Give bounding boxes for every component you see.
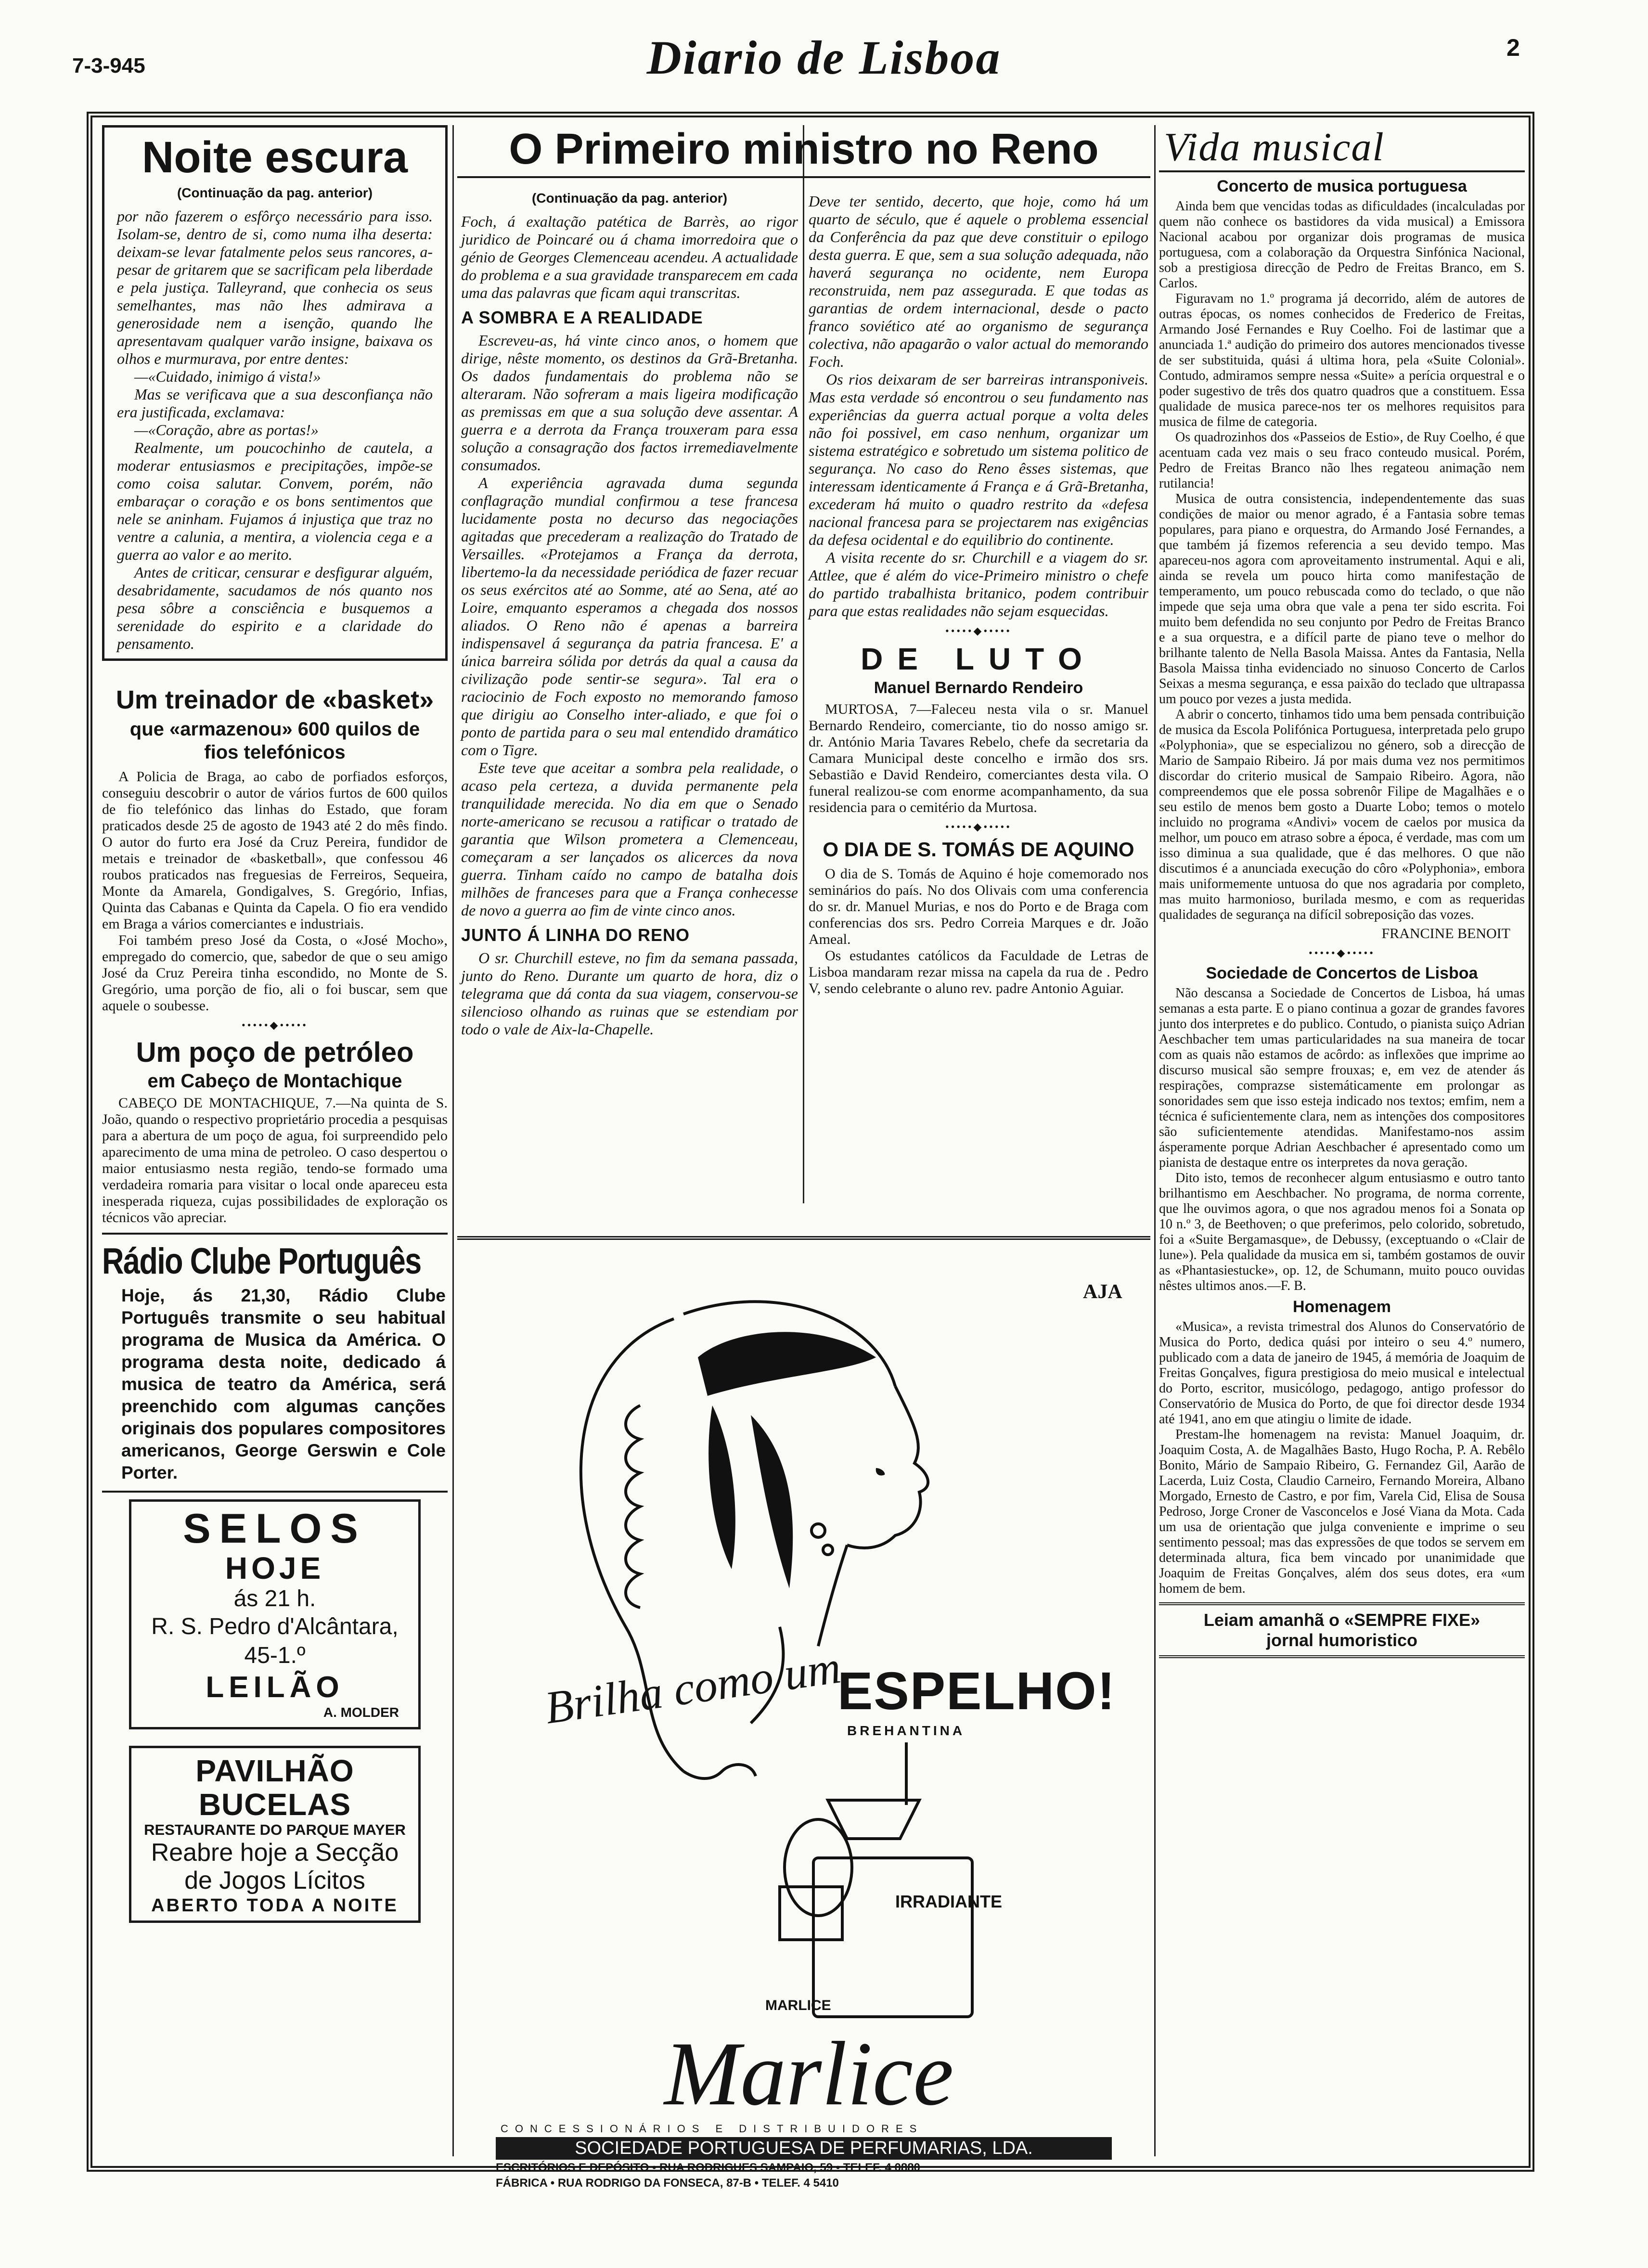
luto-text: MURTOSA, 7—Faleceu nesta vila o sr. Manuel Bernardo Rendeiro, comerciante, tio do nosso amigo sr. dr. António Maria Tavares Rebelo, chefe da secretaria da Camara Municipal deste concelho e irmão dos srs. Sebastião e David Rendeiro, comerciantes desta vila. O funeral realizou-se com enorme acompanhamento, da sua residencia para o cemitério da Murtosa. xyxy=(809,701,1148,815)
radio-clube-ad xyxy=(102,1241,448,1484)
basket-subtitle: que «armazenou» 600 quilos de fios telefónicos xyxy=(129,719,420,763)
reno-paragraph: O sr. Churchill esteve, no fim da semana passada, junto do Reno. Durante um quarto de hora, diz o telegrama que dá conta da sua viagem, conservou-se silencioso olhando as ruinas que se estendiam por todo o vale de Aix-la-Chapelle. xyxy=(461,949,798,1038)
artist-signature: AJA xyxy=(1083,1281,1122,1303)
selos-line: ás 21 h. xyxy=(233,1586,316,1611)
marlice-ad xyxy=(481,1261,1136,2152)
musica-paragraph: Musica de outra consistencia, independentemente das suas condições de maior ou menor agrado, é a Fantasia sobre temas populares, para piano e orquestra, do Armando José Fernandes, a que também já fizemos referencia a seu devido tempo. Mas apareceu-nos agora com aproveitamento instrumental. Aqui e ali, ainda se revela um pouco hirta como manifestação de temperamento, um pouco rebuscada como do teclado, o que não impede que seja uma obra que vale a pena ter sido escrita. Foi muito bem defendida no seu conjunto por Pedro de Freitas Branco e a sua orquestra, e a difícil parte de piano teve o melhor do brilhante talento de Nella Basola Maissa. Antes da Fantasia, Nella Basola Maissa tinha evidenciado no sinuoso Concerto de Carlos Seixas a mesma segurança, e essa paixão do teclado que ultrapassa um pouco por vezes a justa medida. xyxy=(1159,491,1525,707)
vida-musical-column xyxy=(1159,125,1525,1658)
selos-line: SELOS xyxy=(183,1506,367,1552)
reno-subheading: A SOMBRA E A REALIDADE xyxy=(461,308,703,327)
poco-paragraph: CABEÇO DE MONTACHIQUE, 7.—Na quinta de S. João, quando o respectivo proprietário procedia a pesquisas para a abertura de um poço de agua, foi surpreendido pelo aparecimento de uma mina de petroleo. O caso despertou o maior entusiasmo nesta região, tendo-se formado uma verdadeira romaria para visitar o local onde apareceu esta inesperada riqueza, cujas possibilidades de exploração os técnicos vão apreciar. xyxy=(102,1095,448,1225)
reno-paragraph: Os rios deixaram de ser barreiras intransponiveis. Mas esta verdade só encontrou o seu fundamento nas experiências da guerra actual porque a volta deles não foi possivel, em caso nenhum, organizar um sistema estratégico e sobretudo um sistema politico de segurança. No caso do Reno êsses sistemas, que interessam identicamente á França e á Grã-Bretanha, excederam há muito o quadro restrito da «defesa nacional francesa para se projectarem nas exigências da defesa ocidental e do equilibrio do continente. xyxy=(809,371,1148,548)
separator: •••••◆••••• xyxy=(945,821,1012,833)
reno-paragraph: A experiência agravada duma segunda conflagração mundial confirmou a tese francesa lucidamente posta no decurso das negociações agitadas que precederam a realização do Tratado de Versailles. «Protejamos a França da derrota, libertemo-la da necessidade periódica de fazer recuar os seus exércitos até ao Somme, até ao Sena, até ao Loire, emquanto esperamos a chegada dos nossos aliados. O Reno não é apenas a barreira indispensavel á segurança da patria francesa. E' a única barreira sólida por detrás da qual a causa da civilização pode sentir-se segura». Tal era o raciocinio de Foch exposto no memorando famoso que dirigiu ao Conselho inter-aliado, e que foi o ponto de partida para o seu mal entendido dramático com o Tigre. xyxy=(461,474,798,759)
pavilhao-line: Reabre hoje a Secção xyxy=(151,1839,399,1867)
noite-escura-article xyxy=(102,125,448,661)
marlice-address: ESCRITÓRIOS E DEPÓSITO • RUA RODRIGUES SAMPAIO, 59 • TELEF. 4 0880 xyxy=(496,2161,920,2174)
poco-article xyxy=(102,1036,448,1226)
marlice-slogan-1: Brilha como um xyxy=(541,1641,844,1734)
pavilhao-line: RESTAURANTE DO PARQUE MAYER xyxy=(144,1821,406,1838)
newspaper-title: Diario de Lisboa xyxy=(646,31,1002,84)
noite-continuation: (Continuação da pag. anterior) xyxy=(177,185,373,200)
reno-paragraph: Este teve que aceitar a sombra pela realidade, o acaso pela certeza, a duvida permanente pela tranquilidade merecida. No dia em que o Senado norte-americano se recusou a ratificar o tratado de garantia que Wilson prometera a Clemenceau, começaram a ser lançados os alicerces da nova guerra. Tinham caído no campo de batalha dois milhões de franceses para que a França conhecesse de novo a guerra ao fim de vinte cinco anos. xyxy=(461,759,798,919)
column-rule xyxy=(1154,125,1156,2156)
musica-paragraph: «Musica», a revista trimestral dos Alunos do Conservatório de Musica do Porto, dedica quási por inteiro o seu 4.º numero, publicado com a data de janeiro de 1945, á memória de Joaquim de Freitas Gonçalves, figura prestigiosa do meio musical e intelectual do Porto, escritor, musicólogo, pedagogo, antigo professor do Conservatório de Musica do Porto, de que foi director desde 1934 até 1941, ano em que atingiu o limite de idade. xyxy=(1159,1319,1525,1427)
pavilhao-ad xyxy=(129,1746,421,1923)
marlice-brand-small: BREHANTINA xyxy=(847,1723,966,1738)
bottle-label: IRRADIANTE xyxy=(895,1892,1002,1911)
musica-paragraph: Dito isto, temos de reconhecer algum entusiasmo e outro tanto brilhantismo em Aeschbacher. No programa, de norma corrente, que lhe ouvimos agora, o que nos agradou menos foi a Sonata op 10 n.º 3, de Beethoven; o que preferimos, pelo colorido, sobretudo, foi a «Suite Bergamasque», de Debussy, (exceptuando o «Clair de lune»). Pela qualidade da musica em si, também gostamos de ouvir as «Phantasiestucke», op. 12, de Schumann, muito pouco ouvidas nêstes ultimos anos.—F. B. xyxy=(1159,1171,1525,1293)
luto-subtitle: Manuel Bernardo Rendeiro xyxy=(874,679,1083,697)
poco-title: Um poço de petróleo xyxy=(136,1037,414,1068)
noite-paragraph: Antes de criticar, censurar e desfigurar alguém, desabridamente, sacudamos de nós quanto nos pesa sôbre a consciência e busquemos a serenidade do espirito e a claridade do pensamento. xyxy=(117,564,433,652)
left-column xyxy=(102,125,448,1923)
noite-paragraph: —«Coração, abre as portas!» xyxy=(134,421,319,438)
ad-divider xyxy=(457,1236,1150,1240)
musica-paragraph: Prestam-lhe homenagem na revista: Manuel Joaquim, dr. Joaquim Costa, A. de Magalhães Basto, Hugo Rocha, P. A. Rebêlo Bonito, Mário de Sampaio Ribeiro, G. Fernandez Gil, Aarão de Lacerda, Luiz Costa, Claudio Carneiro, Fernando Moreira, Albano Morgado, Ernesto de Castro, e por fim, Varela Cid, Elisa de Sousa Pedroso, Jorge Croner de Vasconcelos e José Viana da Mota. Cada um usa de orientação que julga conveniente e imprime o seu sentimento pessoal; mas das expressões de que todos se servem em determinada altura, fica bem vincado por unanimidade que Joaquim de Freitas Gonçalves, além dos seus dotes, era «um homem de bem. xyxy=(1159,1427,1525,1596)
musica-paragraph: Figuravam no 1.º programa já decorrido, além de autores de outras épocas, os nomes conhecidos de Frederico de Freitas, Armando José Fernandes e Ruy Coelho. Foi de lastimar que a anunciada 1.ª audição do primeiro dos autores mencionados tivesse de ser substituida, quási á ultima hora, pela «Suite Colonial». Contudo, admiramos sempre nessa «Suite» a perícia orquestral e o poder sugestivo de três dos quatro quadros que a constituem. Essa qualidade de musica parece-nos ter os melhores requisitos para musica de filme de categoria. xyxy=(1159,291,1525,429)
divider xyxy=(102,1491,448,1493)
musica-section-title: Sociedade de Concertos de Lisboa xyxy=(1206,964,1478,982)
reno-subheading: JUNTO Á LINHA DO RENO xyxy=(461,925,690,945)
radio-title: Rádio Clube Português xyxy=(102,1241,421,1282)
marlice-slogan-2: ESPELHO! xyxy=(837,1662,1116,1721)
tomas-paragraph: Os estudantes católicos da Faculdade de Letras de Lisboa mandaram rezar missa na capela da rua de . Pedro V, sendo celebrante o aluno rev. padre Antonio Aguiar. xyxy=(809,948,1148,996)
musica-paragraph: Não descansa a Sociedade de Concertos de Lisboa, há umas semanas a esta parte. E o piano continua a gozar de grandes favores junto dos interpretes e do publico. Contudo, o pianista suiço Adrian Aeschbacher tem umas particularidades na sua maneira de tocar com as quais não estamos de acôrdo: as inflexões que imprime ao discurso musical são sempre frouxas; e, em vez de atender ás respirações, comprazse sistemáticamente em prolongar as sonoridades sem que isso esteja indicado nos textos; emfim, nem a técnica é suficientemente clara, nem as intenções dos compositores são suficientemente atendidas. Manifestamo-nos assim ásperamente porque Adrian Aeschbacher é apresentado como um pianista de destaque entre os interpretes da nova geração. xyxy=(1159,986,1525,1170)
vida-musical-header: Vida musical xyxy=(1164,125,1385,169)
issue-date: 7-3-945 xyxy=(72,54,145,77)
masthead xyxy=(0,0,1648,96)
marlice-company: SOCIEDADE PORTUGUESA DE PERFUMARIAS, LDA. xyxy=(496,2137,1112,2160)
musica-signature: FRANCINE BENOIT xyxy=(1381,926,1510,941)
separator: •••••◆••••• xyxy=(1309,947,1375,959)
musica-section-title: Concerto de musica portuguesa xyxy=(1217,177,1467,195)
tomas-article xyxy=(809,838,1148,997)
noite-paragraph: Realmente, um poucochinho de cautela, a moderar entusiasmos e precipitações, impõe-se como coisa salutar. Convem, porém, não embaraçar o coração e os bons sentimentos que nele se aninham. Fujamos á injustiça que traz no ventre a calunia, a mentira, a violencia cega e a guerra ao valor e ao merito. xyxy=(117,439,433,563)
pavilhao-line: ABERTO TODA A NOITE xyxy=(151,1895,399,1916)
column-rule xyxy=(452,125,454,2156)
selos-line: LEILÃO xyxy=(206,1671,344,1704)
reno-column-1 xyxy=(461,187,798,1038)
bottle-label: MARLICE xyxy=(765,1997,831,2013)
selos-line: HOJE xyxy=(225,1551,325,1585)
luto-article xyxy=(809,642,1148,816)
musica-paragraph: Ainda bem que vencidas todas as dificuldades (incalculadas por quem não conhece os bastidores da vida musical) a Emissora Nacional acabou por organizar dois programas de musica portuguesa, com a colaboração da Orquestra Sinfónica Nacional, sob a prestigiosa direcção de Pedro de Freitas Branco, em S. Carlos. xyxy=(1159,199,1525,291)
reno-title: O Primeiro ministro no Reno xyxy=(509,125,1099,173)
reno-paragraph: Foch, á exaltação patética de Barrès, ao rigor juridico de Poincaré ou á chama imorredoira que o génio de Georges Clemenceau acendeu. A actualidade do problema e a sua gravidade transparecem em cada uma das palavras que ficam aqui transcritas. xyxy=(461,213,798,301)
reno-column-2 xyxy=(809,193,1148,997)
reno-continuation: (Continuação da pag. anterior) xyxy=(531,191,728,206)
pavilhao-line: de Jogos Lícitos xyxy=(184,1867,365,1894)
tomas-title: O DIA DE S. TOMÁS DE AQUINO xyxy=(823,838,1134,861)
noite-paragraph: Mas se verificava que a sua desconfiança não era justificada, exclamava: xyxy=(117,386,433,421)
reno-paragraph: A visita recente do sr. Churchill e a viagem do sr. Attlee, que é além do vice-Primeiro ministro o chefe do partido trabalhista britanico, podem contribuir para que estas realidades não sejam esquecidas. xyxy=(809,549,1148,619)
basket-paragraph: A Policia de Braga, ao cabo de porfiados esforços, conseguiu descobrir o autor de vários furtos de 600 quilos de fio telefónico das linhas do Estado, que foram praticados desde 25 de agosto de 1943 até 2 do mês findo. O autor do furto era José da Cruz Pereira, fundidor de metais e treinador de «basketball», que confessou 46 roubos praticados nas freguesias de Ferreiros, Sequeira, Monte da Amarela, Gondigalves, S. Gregório, Infias, Quinta das Cabanas e Quinta da Capela. O fio era vendido em Braga a vários comerciantes e industriais. xyxy=(102,769,448,932)
radio-text: Hoje, ás 21,30, Rádio Clube Português transmite o seu habitual programa de Musica da América. O programa desta noite, dedicado á musica de teatro da América, será preenchido com algumas canções originais dos populares compositores americanos, George Gerswin e Cole Porter. xyxy=(121,1286,446,1482)
selos-ad xyxy=(129,1499,421,1729)
separator: •••••◆••••• xyxy=(242,1019,308,1031)
column-rule xyxy=(803,125,804,1203)
reno-paragraph: Escreveu-as, há vinte cinco anos, o homem que dirige, nêste momento, os destinos da Grã-Bretanha. Os dados fundamentais do problema não se alteraram. Não sofreram a mais ligeira modificação as premissas em que a sua solução deve assentar. A guerra e a derrota da França trouxeram para essa solução a consagração dos factos irremediavelmente consumados. xyxy=(461,332,798,474)
basket-paragraph: Foi também preso José da Costa, o «José Mocho», empregado do comercio, que, sabedor de que o seu amigo José da Cruz Pereira tinha escondido, no Monte de S. Gregório, uma porção de fio, ali o foi buscar, sem que aquele o soubesse. xyxy=(102,932,448,1014)
marlice-address: FÁBRICA • RUA RODRIGO DA FONSECA, 87-B • TELEF. 4 5410 xyxy=(496,2177,839,2190)
luto-title: DE LUTO xyxy=(861,642,1096,676)
basket-title: Um treinador de «basket» xyxy=(116,685,434,714)
marlice-concessionarios: CONCESSIONÁRIOS E DISTRIBUIDORES xyxy=(501,2123,924,2135)
pavilhao-line: PAVILHÃO BUCELAS xyxy=(195,1753,354,1822)
basket-article xyxy=(102,685,448,1014)
poco-subtitle: em Cabeço de Montachique xyxy=(147,1070,402,1092)
selos-line: A. MOLDER xyxy=(323,1705,399,1720)
sempre-fixe-line: Leiam amanhã o «SEMPRE FIXE» xyxy=(1203,1610,1481,1630)
noite-paragraph: —«Cuidado, inimigo á vista!» xyxy=(134,368,321,385)
musica-paragraph: A abrir o concerto, tinhamos tido uma bem pensada contribuição de musica da Escola Polifónica Portuguesa, interpretada pelo grupo «Polyphonia», que se especializou no género, sob a direcção de Mario de Sampaio Ribeiro. Já por mais duma vez nos permitimos discordar do criterio musical de Sampaio Ribeiro. Agora, não compreendemos que ele possa sobrenôr Filipe de Magalhães e o seu estilo de menos bem gosto a Duarte Lobo; temos o motelo incluido no programa «Andivi» vocem de caelos por musica da melhor, um pouco em atraso sobre a época, é verdade, mas com um isso diminua a sua qualidade, que é das melhores. O que não discutimos é a anunciada execução do côro «Polyphonia», embora mais uniformemente untuosa do que nos agradaria por completo, mas muito harmonioso, burilada mesmo, e com as requeridas qualidades de segurança na difícil sobreposição das vozes. xyxy=(1159,707,1525,922)
marlice-brand: Marlice xyxy=(664,2023,954,2125)
musica-paragraph: Os quadrozinhos dos «Passeios de Estio», de Ruy Coelho, é que acentuam cada vez mais o seu fraco conteudo musical. Porém, Pedro de Freitas Branco não lhes regateou animação nem rutilancia! xyxy=(1159,430,1525,491)
tomas-paragraph: O dia de S. Tomás de Aquino é hoje comemorado nos seminários do país. No dos Olivais com uma conferencia do sr. dr. Manuel Murias, e nos do Porto e de Braga com conferencias dos srs. Pedro Correia Marques e dr. João Ameal. xyxy=(809,866,1148,947)
noite-title: Noite escura xyxy=(142,133,408,182)
musica-section-title: Homenagem xyxy=(1292,1298,1391,1316)
reno-article xyxy=(457,125,1150,178)
separator: •••••◆••••• xyxy=(945,625,1012,637)
page-number: 2 xyxy=(1506,34,1520,61)
noite-paragraph: por não fazerem o esfôrço necessário para isso. Isolam-se, dentro de si, como numa ilha deserta: deixam-se levar fatalmente pelos seus rancores, a-pesar de gritarem que se sacrificam pela liberdade e pela justiça. Talleyrand, que conhecia os seus semelhantes, mas não lhes admirava a generosidade nem a isenção, quando lhe apresentavam qualquer varão insigne, baixava os olhos e murmurava, por entre dentes: xyxy=(117,207,433,367)
reno-paragraph: Deve ter sentido, decerto, que hoje, como há um quarto de século, que é aquele o problema essencial da Conferência da paz que deve constituir o epilogo desta guerra. E que, sem a sua solução adequada, não haverá segurança no ocidente, nem Europa reconstruida, nem paz assegurada. E que todas as garantias de ordem internacional, desde o pacto franco soviético até ao organismo de segurança colectiva, não apagarão o valor actual do memorando Foch. xyxy=(809,193,1148,370)
sempre-fixe-line: jornal humoristico xyxy=(1266,1630,1418,1650)
selos-line: R. S. Pedro d'Alcântara, 45-1.º xyxy=(151,1614,399,1668)
divider xyxy=(102,1233,448,1235)
